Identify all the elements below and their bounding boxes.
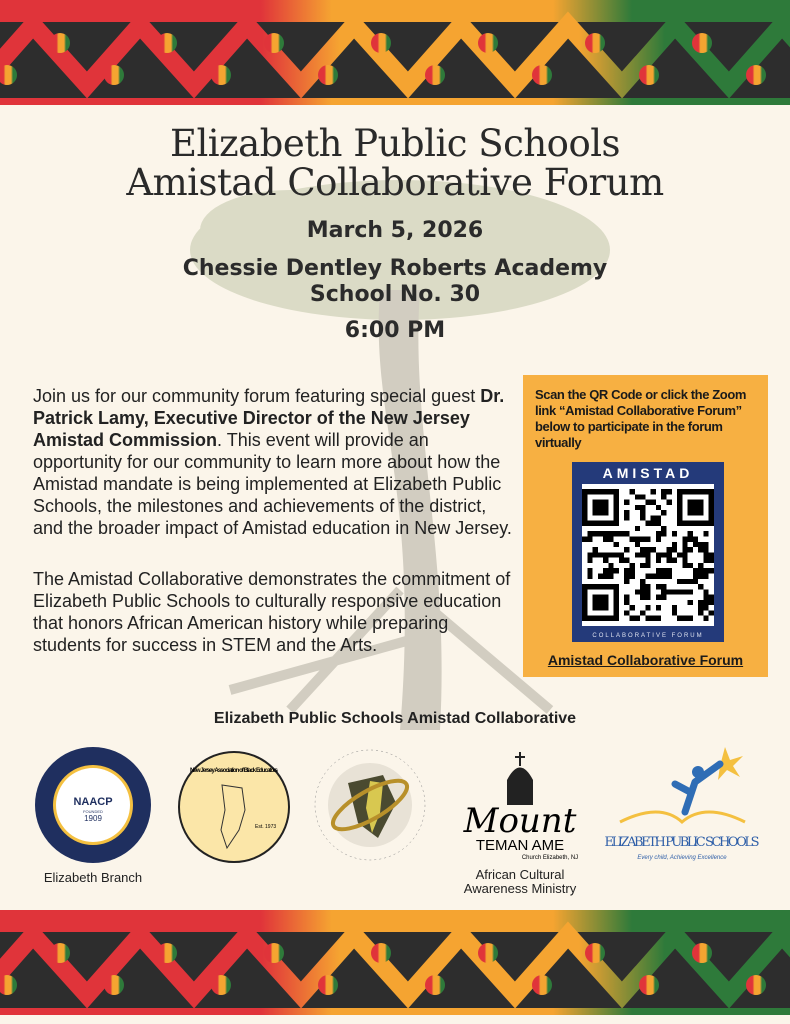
intro-text-end: . This event will provide an opportunity for our community to learn more about how the Amistad mandate is being implemented at Elizabeth Public Schools, the milestones and achievements of the district, and the broader impact of Amistad education in New Jersey. (33, 430, 512, 538)
njabe-logo (177, 750, 292, 865)
kente-pattern-shape (264, 33, 284, 53)
kente-pattern-shape (104, 65, 124, 85)
guest-name: Dr. Patrick Lamy, Executive Director of the New Jersey Amistad Commission (33, 386, 505, 450)
intro-paragraph (33, 385, 513, 539)
kente-pattern-shape (585, 943, 605, 963)
qr-panel (523, 375, 768, 677)
naacp-year: 1909 (84, 814, 102, 823)
kente-pattern-shape (639, 975, 659, 995)
kente-pattern-shape (157, 943, 177, 963)
title-line-1: Elizabeth Public Schools (169, 122, 621, 165)
church-location: Church Elizabeth, NJ (521, 855, 579, 861)
kente-pattern-shape (211, 975, 231, 995)
qr-code-card[interactable] (572, 462, 724, 642)
qr-card-header: AMISTAD (602, 465, 694, 481)
event-date: March 5, 2026 (306, 218, 484, 243)
ministry-caption: African Cultural Awareness Ministry (463, 867, 577, 896)
kente-pattern-shape (532, 975, 552, 995)
kente-pattern-shape (746, 65, 766, 85)
kente-bottom-banner (0, 910, 790, 1022)
eps-logo (600, 742, 765, 867)
intro-text: Join us for our community forum featuring special guest (33, 386, 481, 406)
zoom-link[interactable]: Amistad Collaborative Forum (547, 652, 744, 668)
kente-pattern-shape (50, 943, 70, 963)
kente-top-banner (0, 0, 790, 112)
kente-pattern-shape (157, 33, 177, 53)
kente-pattern-shape (639, 65, 659, 85)
kente-pattern-shape (318, 65, 338, 85)
kente-pattern-shape (478, 943, 498, 963)
qr-code[interactable] (582, 484, 714, 626)
kente-pattern-shape (478, 33, 498, 53)
event-time: 6:00 PM (344, 318, 446, 343)
mount-teman-ame-logo (455, 750, 585, 865)
kente-pattern-shape (318, 975, 338, 995)
event-venue: Chessie Dentley Roberts Academy (182, 256, 608, 281)
kente-pattern-shape (746, 975, 766, 995)
naacp-name: NAACP (73, 796, 113, 808)
mount-script: Mount (463, 801, 577, 841)
naacp-logo (33, 745, 153, 865)
kente-pattern-shape (425, 65, 445, 85)
footer-heading: Elizabeth Public Schools Amistad Collaborative (213, 710, 577, 727)
kente-pattern-shape (532, 65, 552, 85)
title-line-2: Amistad Collaborative Forum (126, 161, 664, 204)
collaborative-paragraph: The Amistad Collaborative demonstrates the commitment of Elizabeth Public Schools to culturally responsive education that honors African American history while preparing students for success in STEM and the Arts. (33, 569, 511, 655)
qr-message: Scan the QR Code or click the Zoom link “Amistad Collaborative Forum” below to participate in the forum virtually (535, 387, 747, 450)
kente-pattern-shape (104, 975, 124, 995)
event-school: School No. 30 (309, 282, 481, 307)
kente-pattern-shape (425, 975, 445, 995)
qr-card-footer: COLLABORATIVE FORUM (592, 633, 704, 639)
njabe-name: New Jersey Association of Black Educators (190, 768, 278, 774)
kente-pattern-shape (585, 33, 605, 53)
kente-pattern-shape (371, 33, 391, 53)
njabe-est: Est. 1973 (255, 824, 277, 830)
naacp-founded: FOUNDED (83, 809, 103, 814)
naacp-caption: Elizabeth Branch (43, 870, 143, 885)
kente-pattern-shape (371, 943, 391, 963)
kente-pattern-shape (211, 65, 231, 85)
kente-pattern-shape (692, 943, 712, 963)
kente-pattern-shape (692, 33, 712, 53)
united-youth-logo (308, 743, 433, 868)
eps-name: ELIZABETH PUBLIC SCHOOLS (604, 835, 760, 850)
kente-pattern-shape (264, 943, 284, 963)
teman-ame: TEMAN AME (475, 837, 565, 854)
kente-pattern-shape (50, 33, 70, 53)
eps-tagline: Every child, Achieving Excellence (637, 855, 727, 861)
